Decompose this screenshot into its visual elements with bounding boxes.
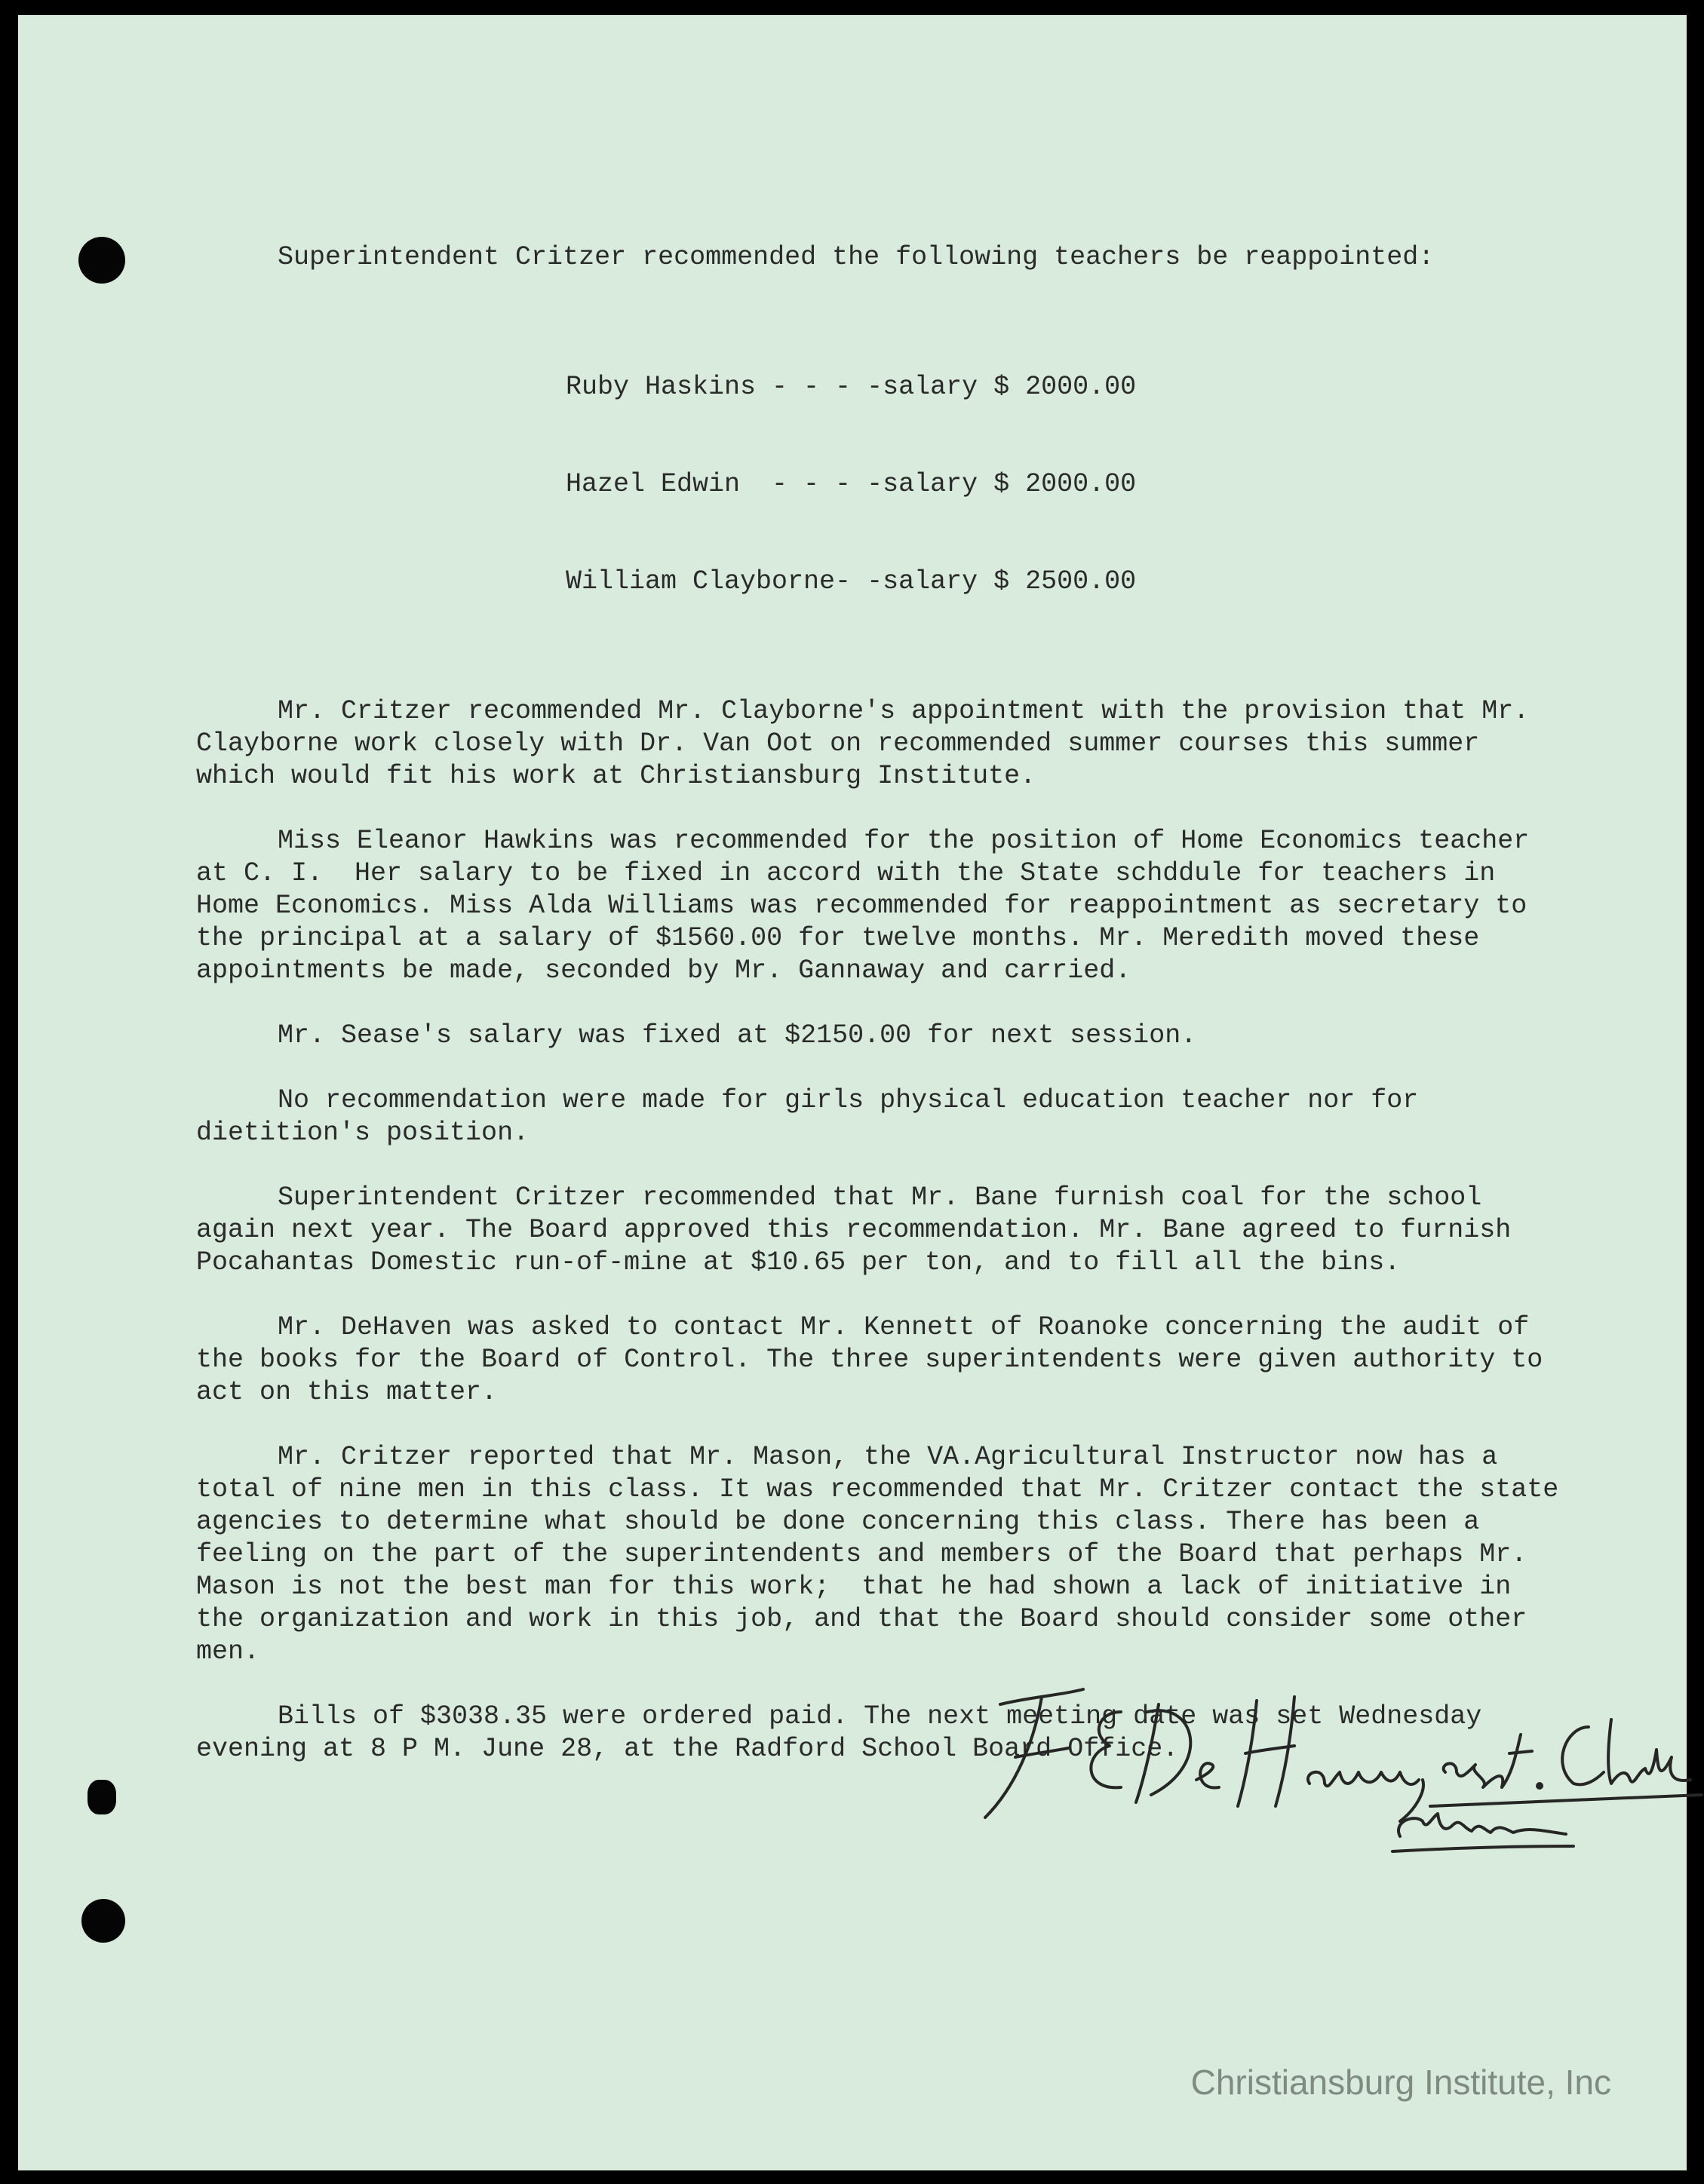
paragraph-mason: Mr. Critzer reported that Mr. Mason, the VA.Agricultural Instructor now has a total of nine men in this class. It was recommended that Mr. Critzer contact the state agencies to determine what should be done concerning this class. There has been a feeling on the part of the superintendents and members of the Board that perhaps Mr. Mason is not the best man for this work; that he had shown a lack of initiative in the organization and work in this job, and that the Board should consider some other men.: [196, 1442, 1575, 1667]
meeting-minutes-text: [196, 241, 1575, 1798]
paragraph-coal: Superintendent Critzer recommended that Mr. Bane furnish coal for the school again next year. The Board approved this recommendation. Mr. Bane agreed to furnish Pocahantas Domestic run-of-mine at $10.65 per ton, and to fill all the bins.: [196, 1182, 1527, 1278]
paragraph-sease: Mr. Sease's salary was fixed at $2150.00 for next session.: [278, 1020, 1197, 1051]
paragraph-bills: Bills of $3038.35 were ordered paid. The next meeting date was set Wednesday evening at 8 P M. June 28, at the Radford School Board Office.: [196, 1701, 1498, 1764]
salary-entry: Ruby Haskins - - - -salary $ 2000.00: [566, 372, 1137, 402]
paragraph-physical-education: No recommendation were made for girls physical education teacher nor for dietition's position.: [196, 1085, 1435, 1148]
punch-hole-bottom: [81, 1899, 125, 1943]
punch-hole-middle: [88, 1780, 116, 1814]
paragraph-hawkins: Miss Eleanor Hawkins was recommended for the position of Home Economics teacher at C. I. Her salary to be fixed in accord with the State schddule for teachers in Home Economics. Miss Alda Williams was recommended for reappointment as secretary to the principal at a salary of $1560.00 for twelve months. Mr. Meredith moved these appointments be made, seconded by Mr. Gannaway and carried.: [196, 826, 1546, 986]
paragraph-audit: Mr. DeHaven was asked to contact Mr. Kennett of Roanoke concerning the audit of the books for the Board of Control. The three superintendents were given authority to act on this matter.: [196, 1312, 1559, 1407]
document-page: [18, 15, 1687, 2170]
salary-entry: Hazel Edwin - - - -salary $ 2000.00: [566, 469, 1137, 499]
watermark: Christiansburg Institute, Inc: [1190, 2063, 1611, 2102]
paragraph-clayborne: Mr. Critzer recommended Mr. Clayborne's appointment with the provision that Mr. Clayborne work closely with Dr. Van Oot on recommended summer courses this summer which would fit his work at Christiansburg Institute.: [196, 696, 1546, 791]
handwritten-signature: [970, 1659, 1704, 1855]
intro-paragraph: Superintendent Critzer recommended the following teachers be reappointed:: [278, 242, 1435, 272]
salary-list: [566, 306, 1569, 663]
punch-hole-top: [78, 237, 125, 284]
salary-entry: William Clayborne- -salary $ 2500.00: [566, 566, 1137, 597]
